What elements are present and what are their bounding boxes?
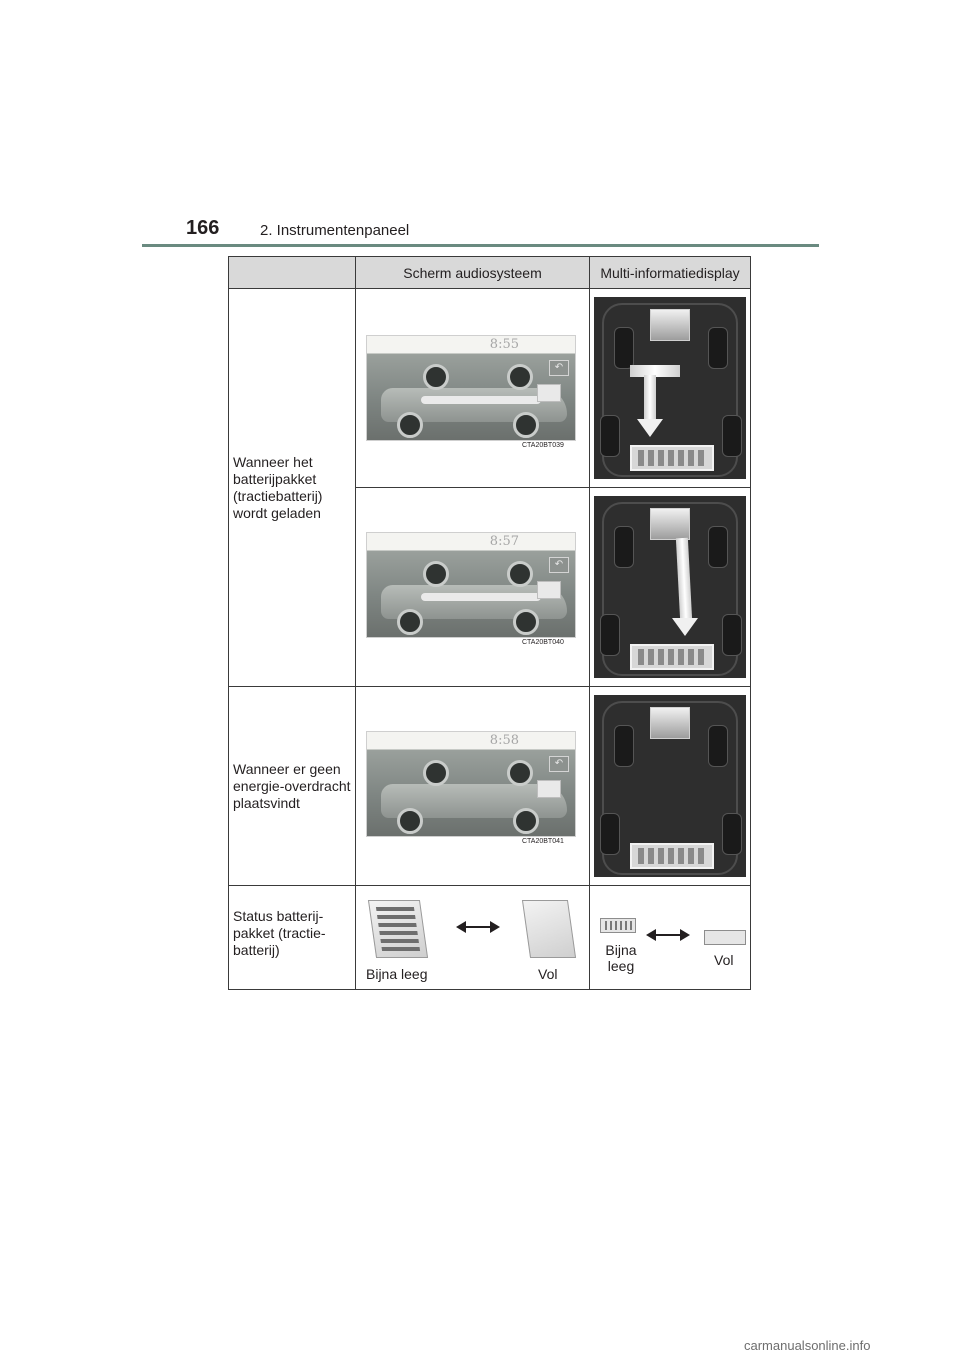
- clock-display: 8:57: [489, 534, 519, 549]
- wheel-icon: [513, 609, 539, 635]
- tyre-icon: [614, 526, 634, 568]
- energy-flow-bar: [421, 396, 541, 404]
- wheel-icon: [397, 412, 423, 438]
- traction-battery-icon: [630, 445, 714, 471]
- mid-display-image: [594, 297, 746, 479]
- mid-display-cell: [590, 289, 751, 488]
- condition-text: Wanneer er geen energie-overdracht plaatsvindt: [233, 760, 351, 811]
- wheel-icon: [507, 561, 533, 587]
- label-full: Vol: [714, 952, 734, 968]
- energy-monitor-table: [228, 256, 751, 990]
- wheel-icon: [513, 808, 539, 834]
- tyre-icon: [708, 725, 728, 767]
- engine-icon: [650, 309, 690, 341]
- wheel-icon: [397, 808, 423, 834]
- figure-code: CTA20BT040: [522, 639, 564, 646]
- mid-display-image: [594, 695, 746, 877]
- battery-full-icon: [704, 930, 746, 945]
- tyre-icon: [600, 415, 620, 457]
- tyre-icon: [600, 614, 620, 656]
- tyre-icon: [708, 327, 728, 369]
- audio-screen-cell: [356, 687, 590, 886]
- battery-icon: [537, 581, 561, 599]
- arrow-head-icon: [672, 618, 698, 636]
- condition-battery-status: [229, 886, 356, 990]
- audio-screen-cell: [356, 488, 590, 687]
- energy-arrow: [644, 375, 656, 419]
- label-full: Vol: [538, 966, 558, 982]
- col-header-mid: Multi-informatiedisplay: [590, 257, 751, 289]
- battery-icon: [537, 780, 561, 798]
- section-title: 2. Instrumentenpaneel: [260, 222, 410, 239]
- wheel-icon: [423, 364, 449, 390]
- battery-full-icon: [522, 900, 576, 958]
- table-row: [229, 886, 751, 990]
- condition-no-transfer: [229, 687, 356, 886]
- tyre-icon: [722, 813, 742, 855]
- figure-code: CTA20BT041: [522, 838, 564, 845]
- mid-display-cell: [590, 687, 751, 886]
- tyre-icon: [708, 526, 728, 568]
- double-arrow-icon: [458, 926, 498, 928]
- wheel-icon: [423, 561, 449, 587]
- table-row: [229, 289, 751, 488]
- engine-icon: [650, 508, 690, 540]
- col-header-condition: [229, 257, 356, 289]
- engine-icon: [650, 707, 690, 739]
- tyre-icon: [722, 415, 742, 457]
- label-nearly-empty: Bijna leeg: [605, 942, 637, 974]
- label-nearly-empty: Bijna leeg: [366, 966, 428, 982]
- page-number: 166: [186, 217, 220, 239]
- arrow-head-icon: [637, 419, 663, 437]
- battery-empty-icon: [368, 900, 428, 958]
- tyre-icon: [614, 725, 634, 767]
- back-icon: ↶: [549, 360, 569, 376]
- clock-display: 8:55: [489, 337, 519, 352]
- traction-battery-icon: [630, 843, 714, 869]
- condition-charging: [229, 289, 356, 687]
- audio-screen-image: [366, 335, 576, 441]
- header-divider: [142, 244, 819, 247]
- watermark: carmanualsonline.info: [744, 1338, 871, 1353]
- clock-display: 8:58: [489, 733, 519, 748]
- wheel-icon: [397, 609, 423, 635]
- table-row: [229, 687, 751, 886]
- wheel-icon: [513, 412, 539, 438]
- mid-battery-status-cell: [590, 886, 751, 990]
- audio-battery-status-cell: [356, 886, 590, 990]
- audio-screen-image: [366, 731, 576, 837]
- tyre-icon: [600, 813, 620, 855]
- condition-text: Wanneer het batterijpakket (tractiebatterij) wordt geladen: [233, 453, 323, 521]
- table-header-row: [229, 257, 751, 289]
- battery-empty-icon: [600, 918, 636, 933]
- mid-display-cell: [590, 488, 751, 687]
- page-header: [142, 214, 819, 248]
- audio-screen-image: [366, 532, 576, 638]
- wheel-icon: [507, 760, 533, 786]
- mid-display-image: [594, 496, 746, 678]
- tyre-icon: [722, 614, 742, 656]
- energy-flow-bar: [421, 593, 541, 601]
- tyre-icon: [614, 327, 634, 369]
- audio-screen-cell: [356, 289, 590, 488]
- condition-text: Status batterij-pakket (tractie-batterij): [233, 908, 326, 958]
- wheel-icon: [507, 364, 533, 390]
- traction-battery-icon: [630, 644, 714, 670]
- figure-code: CTA20BT039: [522, 442, 564, 449]
- battery-icon: [537, 384, 561, 402]
- back-icon: ↶: [549, 557, 569, 573]
- wheel-icon: [423, 760, 449, 786]
- col-header-audio: Scherm audiosysteem: [356, 257, 590, 289]
- back-icon: ↶: [549, 756, 569, 772]
- double-arrow-icon: [648, 934, 688, 936]
